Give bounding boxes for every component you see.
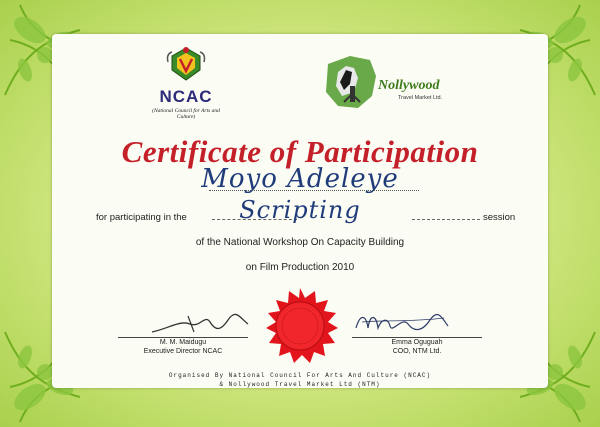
certificate-title: Certificate of Participation	[121, 134, 479, 169]
signature-line-right	[352, 337, 482, 338]
ncac-name: NCAC	[159, 87, 213, 106]
coat-of-arms-icon	[164, 44, 208, 84]
footer-line-2: & Nollywood Travel Market Ltd (NTM)	[219, 381, 381, 388]
signature-left	[150, 310, 250, 336]
nigeria-map-icon	[320, 52, 380, 114]
dotted-leader-right	[412, 219, 480, 220]
signatory-right-title: COO, NTM Ltd.	[392, 348, 442, 355]
ncac-subtitle: (National Council for Arts and Culture)	[152, 108, 220, 120]
participation-prefix: for participating in the	[96, 212, 187, 223]
signatory-left-title: Executive Director NCAC	[143, 348, 223, 355]
session-name: Scripting	[239, 196, 361, 224]
nollywood-subtitle: Travel Market Ltd.	[398, 95, 443, 101]
participation-suffix: session	[483, 212, 516, 223]
ncac-logo	[150, 44, 222, 120]
nollywood-wordmark: Nollywood	[378, 78, 440, 93]
signatory-right-name: Emma Oguguah	[391, 339, 443, 346]
recipient-underline	[209, 190, 419, 191]
nollywood-logo	[320, 52, 460, 122]
red-seal	[260, 286, 340, 366]
signature-right	[352, 308, 452, 336]
workshop-line: of the National Workshop On Capacity Building	[195, 237, 405, 248]
recipient-name: Moyo Adeleye	[201, 164, 399, 194]
workshop-year-line: on Film Production 2010	[245, 262, 355, 273]
signature-line-left	[118, 337, 248, 338]
footer-line-1: Organised By National Council For Arts And Culture (NCAC)	[168, 372, 432, 379]
signatory-left-name: M. M. Maidugu	[159, 339, 207, 346]
